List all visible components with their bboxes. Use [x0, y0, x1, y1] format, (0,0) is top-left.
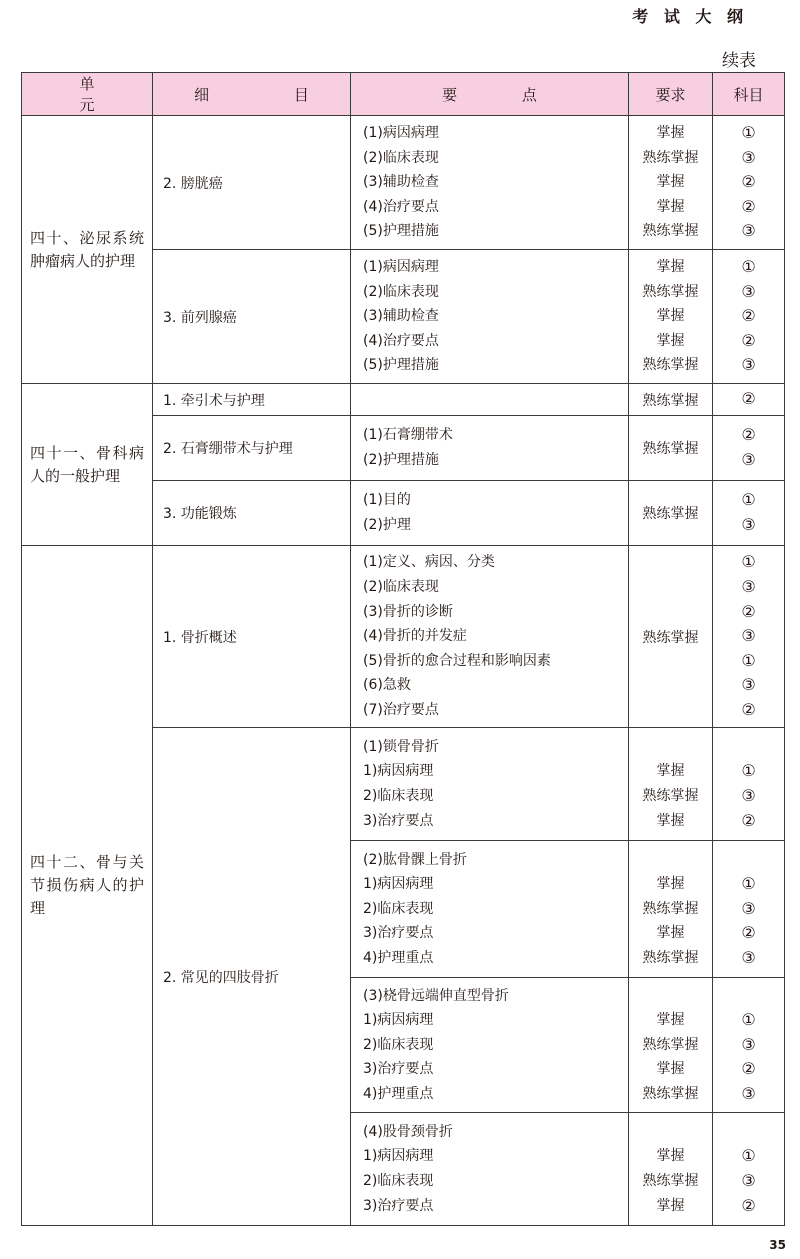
subject-cell — [713, 250, 785, 384]
point-line: (3)骨折的诊断 — [363, 603, 453, 620]
subject-cell — [713, 841, 785, 978]
subject-cell — [713, 1113, 785, 1226]
requirement-value: 掌握 — [656, 1148, 685, 1165]
points-cell — [351, 978, 629, 1113]
requirement-value: 掌握 — [656, 125, 685, 142]
subject-cell — [713, 546, 785, 728]
unit-cell: 四十一、骨科病人的一般护理 — [22, 384, 153, 546]
point-line: (1)病因病理 — [363, 259, 439, 276]
item-cell: 2. 膀胱癌 — [153, 116, 351, 250]
subject-mark: ③ — [741, 898, 756, 918]
point-line: (2)临床表现 — [363, 579, 439, 596]
subject-mark: ③ — [741, 577, 756, 597]
table-header-row — [22, 73, 785, 116]
point-line: 2)临床表现 — [363, 1036, 434, 1053]
subject-mark: ② — [741, 389, 756, 409]
requirement-value: 掌握 — [656, 876, 685, 893]
requirement-value: 熟练掌握 — [642, 149, 699, 166]
subject-cell — [713, 384, 785, 416]
requirement-value: 熟练掌握 — [642, 1036, 699, 1053]
subject-mark: ① — [741, 761, 756, 781]
points-cell — [351, 481, 629, 546]
requirement-value: 熟练掌握 — [642, 223, 699, 240]
requirement-cell — [629, 728, 713, 841]
requirement-cell: 熟练掌握 — [629, 546, 713, 728]
subject-mark: ① — [741, 257, 756, 277]
subject-mark: ① — [741, 650, 756, 670]
subject-mark: ① — [741, 1010, 756, 1030]
point-line: (7)治疗要点 — [363, 701, 439, 718]
point-line: (1)病因病理 — [363, 125, 439, 142]
subject-mark: ③ — [741, 1034, 756, 1054]
point-line: 1)病因病理 — [363, 1012, 434, 1029]
subject-mark: ② — [741, 699, 756, 719]
requirement-cell: 熟练掌握 — [629, 416, 713, 481]
subject-mark: ③ — [741, 450, 756, 469]
subject-mark: ② — [741, 172, 756, 192]
subject-mark: ② — [741, 923, 756, 943]
requirement-value: 熟练掌握 — [642, 1173, 699, 1189]
continued-label: 续表 — [722, 51, 756, 71]
subject-mark: ② — [741, 330, 756, 350]
requirement-cell: 熟练掌握 — [629, 481, 713, 546]
point-line: 1)病因病理 — [363, 876, 434, 893]
subject-mark: ① — [741, 1146, 756, 1166]
item-cell: 3. 前列腺癌 — [153, 250, 351, 384]
requirement-cell — [629, 841, 713, 978]
subject-cell — [713, 978, 785, 1113]
points-cell — [351, 1113, 629, 1226]
requirement-value: 熟练掌握 — [642, 357, 699, 374]
requirement-value: 熟练掌握 — [642, 283, 699, 300]
requirement-value: 掌握 — [656, 332, 685, 349]
subject-mark: ③ — [741, 355, 756, 375]
subject-mark: ① — [741, 123, 756, 143]
point-group-title: (2)肱骨髁上骨折 — [363, 851, 467, 868]
requirement-value: 掌握 — [656, 1012, 685, 1029]
points-cell — [351, 416, 629, 481]
requirement-value: 掌握 — [656, 259, 685, 276]
point-line: (6)急救 — [363, 677, 411, 694]
subject-mark: ② — [741, 306, 756, 326]
subject-mark: ① — [741, 552, 756, 572]
requirement-value: 熟练掌握 — [642, 1085, 699, 1102]
subject-mark: ③ — [741, 786, 756, 805]
point-line: (5)护理措施 — [363, 223, 439, 240]
point-line: 3)治疗要点 — [363, 1197, 434, 1214]
subject-mark: ③ — [741, 281, 756, 301]
subject-mark: ② — [741, 1195, 756, 1215]
requirement-value: 掌握 — [656, 1197, 685, 1214]
point-line: 4)护理重点 — [363, 949, 434, 966]
point-line: 3)治疗要点 — [363, 1061, 434, 1078]
subject-mark: ③ — [741, 221, 756, 241]
points-cell — [351, 728, 629, 841]
point-line: (2)护理 — [363, 517, 411, 533]
subject-mark: ② — [741, 425, 756, 445]
point-group-title: (4)股骨颈骨折 — [363, 1123, 453, 1140]
point-group-title: (3)桡骨远端伸直型骨折 — [363, 987, 509, 1004]
requirement-value: 掌握 — [656, 812, 685, 829]
subject-mark: ③ — [741, 147, 756, 167]
point-line: (5)护理措施 — [363, 357, 439, 374]
item-cell: 3. 功能锻炼 — [153, 481, 351, 546]
syllabus-table — [21, 72, 785, 1226]
unit-cell: 四十、泌尿系统肿瘤病人的护理 — [22, 116, 153, 384]
requirement-value: 掌握 — [656, 925, 685, 942]
item-cell: 1. 骨折概述 — [153, 546, 351, 728]
item-cell: 2. 石膏绷带术与护理 — [153, 416, 351, 481]
point-line: 2)临床表现 — [363, 788, 434, 804]
requirement-cell — [629, 978, 713, 1113]
point-line: 4)护理重点 — [363, 1085, 434, 1102]
subject-cell — [713, 116, 785, 250]
point-line: (2)护理措施 — [363, 452, 439, 468]
subject-mark: ③ — [741, 515, 756, 534]
points-cell — [351, 384, 629, 416]
point-line: 1)病因病理 — [363, 1148, 434, 1165]
requirement-value: 掌握 — [656, 198, 685, 215]
subject-mark: ③ — [741, 1083, 756, 1103]
subject-mark: ② — [741, 601, 756, 621]
page-number: 35 — [769, 1238, 786, 1252]
subject-mark: ② — [741, 1059, 756, 1079]
header-unit: 单 元 — [22, 73, 153, 116]
point-line: 3)治疗要点 — [363, 925, 434, 942]
point-line: (1)定义、病因、分类 — [363, 554, 495, 571]
table-row — [22, 384, 785, 416]
requirement-cell — [629, 250, 713, 384]
table-row — [22, 116, 785, 250]
subject-mark: ③ — [741, 626, 756, 646]
requirement-cell: 熟练掌握 — [629, 384, 713, 416]
point-line: (3)辅助检查 — [363, 174, 439, 191]
subject-mark: ② — [741, 196, 756, 216]
point-line: (5)骨折的愈合过程和影响因素 — [363, 652, 551, 669]
header-requirement: 要求 — [629, 73, 713, 116]
requirement-value: 掌握 — [656, 1061, 685, 1078]
point-line: 2)临床表现 — [363, 1173, 434, 1189]
requirement-value: 熟练掌握 — [642, 949, 699, 966]
subject-mark: ③ — [741, 675, 756, 695]
requirement-value: 掌握 — [656, 763, 685, 780]
subject-cell — [713, 481, 785, 546]
point-line: (2)临床表现 — [363, 149, 439, 166]
point-line: (2)临床表现 — [363, 283, 439, 300]
point-group-title: (1)锁骨骨折 — [363, 738, 439, 755]
point-line: (4)治疗要点 — [363, 332, 439, 349]
point-line: 3)治疗要点 — [363, 812, 434, 829]
header-item: 细 目 — [153, 73, 351, 116]
header-title: 考 试 大 纲 — [632, 7, 748, 26]
header-points: 要 点 — [351, 73, 629, 116]
point-line: (4)骨折的并发症 — [363, 628, 467, 645]
points-cell — [351, 841, 629, 978]
subject-mark: ③ — [741, 1171, 756, 1190]
unit-cell: 四十二、骨与关节损伤病人的护理 — [22, 546, 153, 1226]
requirement-value: 掌握 — [656, 174, 685, 191]
item-cell: 1. 牵引术与护理 — [153, 384, 351, 416]
subject-mark: ① — [741, 490, 756, 510]
points-cell — [351, 250, 629, 384]
requirement-value: 熟练掌握 — [642, 788, 699, 804]
point-line: (3)辅助检查 — [363, 308, 439, 325]
points-cell — [351, 546, 629, 728]
subject-mark: ③ — [741, 947, 756, 967]
subject-cell — [713, 728, 785, 841]
point-line: (1)石膏绷带术 — [363, 427, 453, 444]
table-row — [22, 546, 785, 728]
requirement-value: 掌握 — [656, 308, 685, 325]
points-cell — [351, 116, 629, 250]
requirement-cell — [629, 116, 713, 250]
point-line: (4)治疗要点 — [363, 198, 439, 215]
item-cell: 2. 常见的四肢骨折 — [153, 728, 351, 1226]
subject-cell — [713, 416, 785, 481]
subject-mark: ② — [741, 810, 756, 830]
header-subject: 科目 — [713, 73, 785, 116]
point-line: (1)目的 — [363, 492, 411, 509]
requirement-value: 熟练掌握 — [642, 900, 699, 917]
subject-mark: ① — [741, 874, 756, 894]
requirement-cell — [629, 1113, 713, 1226]
point-line: 2)临床表现 — [363, 900, 434, 917]
point-line: 1)病因病理 — [363, 763, 434, 780]
